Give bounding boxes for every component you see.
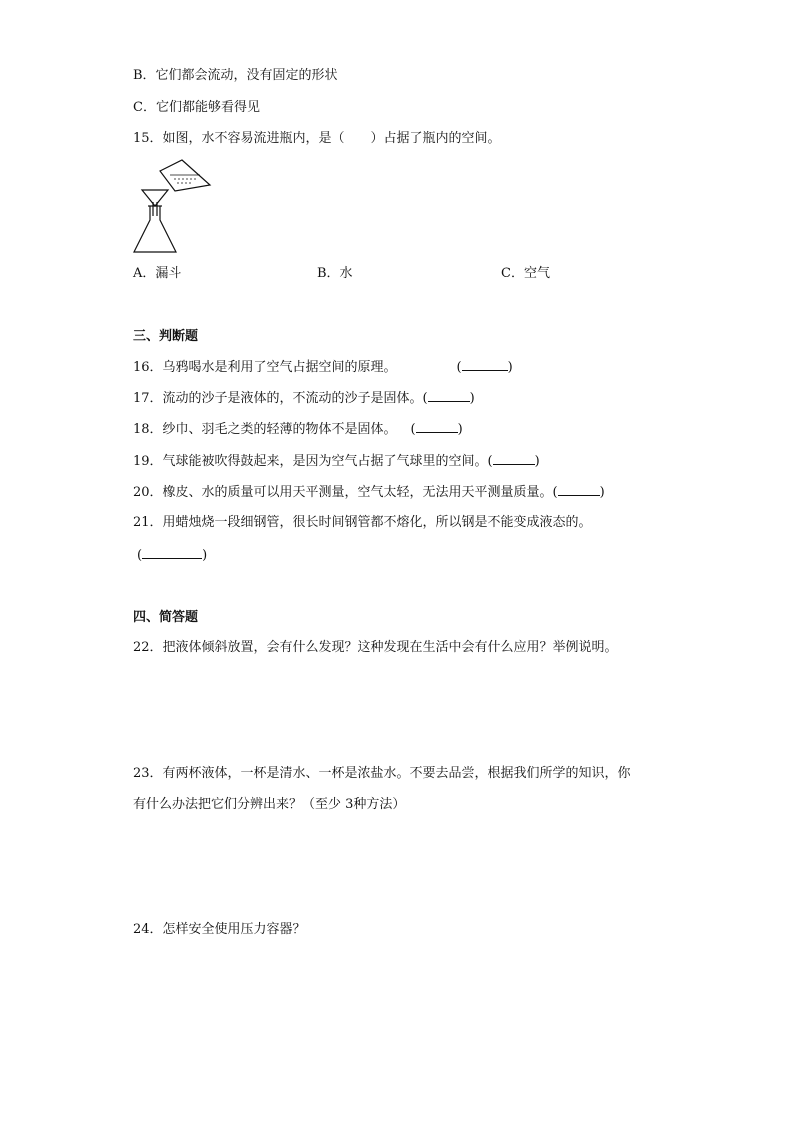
section-heading-short-answer: 四、简答题: [133, 610, 199, 625]
beaker-shape: [160, 160, 210, 191]
answer-blank-20[interactable]: [558, 483, 600, 496]
question-16-text: 16．乌鸦喝水是利用了空气占据空间的原理。: [133, 360, 397, 375]
answer-blank-17[interactable]: [428, 389, 470, 402]
question-24: 24．怎样安全使用压力容器？: [133, 922, 306, 937]
question-19-text: 19．气球能被吹得鼓起来，是因为空气占据了气球里的空间。: [133, 454, 488, 469]
answer-blank-19[interactable]: [493, 452, 535, 465]
funnel-flask-figure: [130, 158, 215, 258]
question-19: 19．气球能被吹得鼓起来，是因为空气占据了气球里的空间。( ): [133, 454, 540, 469]
section-heading-judgement: 三、判断题: [133, 329, 199, 344]
question-22: 22．把液体倾斜放置，会有什么发现？这种发现在生活中会有什么应用？举例说明。: [133, 640, 618, 655]
option-b: B．它们都会流动，没有固定的形状: [133, 68, 338, 83]
answer-blank-18[interactable]: [416, 420, 458, 433]
question-15: 15．如图，水不容易流进瓶内，是（ ）占据了瓶内的空间。: [133, 131, 501, 146]
question-23-line-2: 有什么办法把它们分辨出来？（至少 3种方法）: [133, 797, 406, 812]
flask-shape: [134, 206, 176, 252]
question-23-line-1: 23．有两杯液体，一杯是清水、一杯是浓盐水。不要去品尝，根据我们所学的知识，你: [133, 766, 631, 781]
q15-option-b: B．水: [317, 266, 353, 281]
answer-blank-16[interactable]: [462, 358, 508, 371]
answer-blank-21[interactable]: [142, 546, 202, 559]
question-17-text: 17．流动的沙子是液体的，不流动的沙子是固体。: [133, 391, 423, 406]
q15-option-c: C．空气: [501, 266, 550, 281]
question-18-text: 18．纱巾、羽毛之类的轻薄的物体不是固体。: [133, 422, 397, 437]
question-21-blank-line: ( ): [137, 548, 208, 563]
funnel-shape: [142, 190, 168, 206]
question-20: 20．橡皮、水的质量可以用天平测量，空气太轻，无法用天平测量质量。( ): [133, 485, 605, 500]
question-21: 21．用蜡烛烧一段细钢管，很长时间钢管都不熔化，所以钢是不能变成液态的。: [133, 515, 592, 530]
option-c: C．它们都能够看得见: [133, 100, 260, 115]
question-18: 18．纱巾、羽毛之类的轻薄的物体不是固体。 ( ): [133, 422, 463, 437]
question-16: 16．乌鸦喝水是利用了空气占据空间的原理。 ( ): [133, 360, 513, 375]
question-20-text: 20．橡皮、水的质量可以用天平测量，空气太轻，无法用天平测量质量。: [133, 485, 553, 500]
q15-option-a: A．漏斗: [133, 266, 182, 281]
question-17: 17．流动的沙子是液体的，不流动的沙子是固体。( ): [133, 391, 475, 406]
